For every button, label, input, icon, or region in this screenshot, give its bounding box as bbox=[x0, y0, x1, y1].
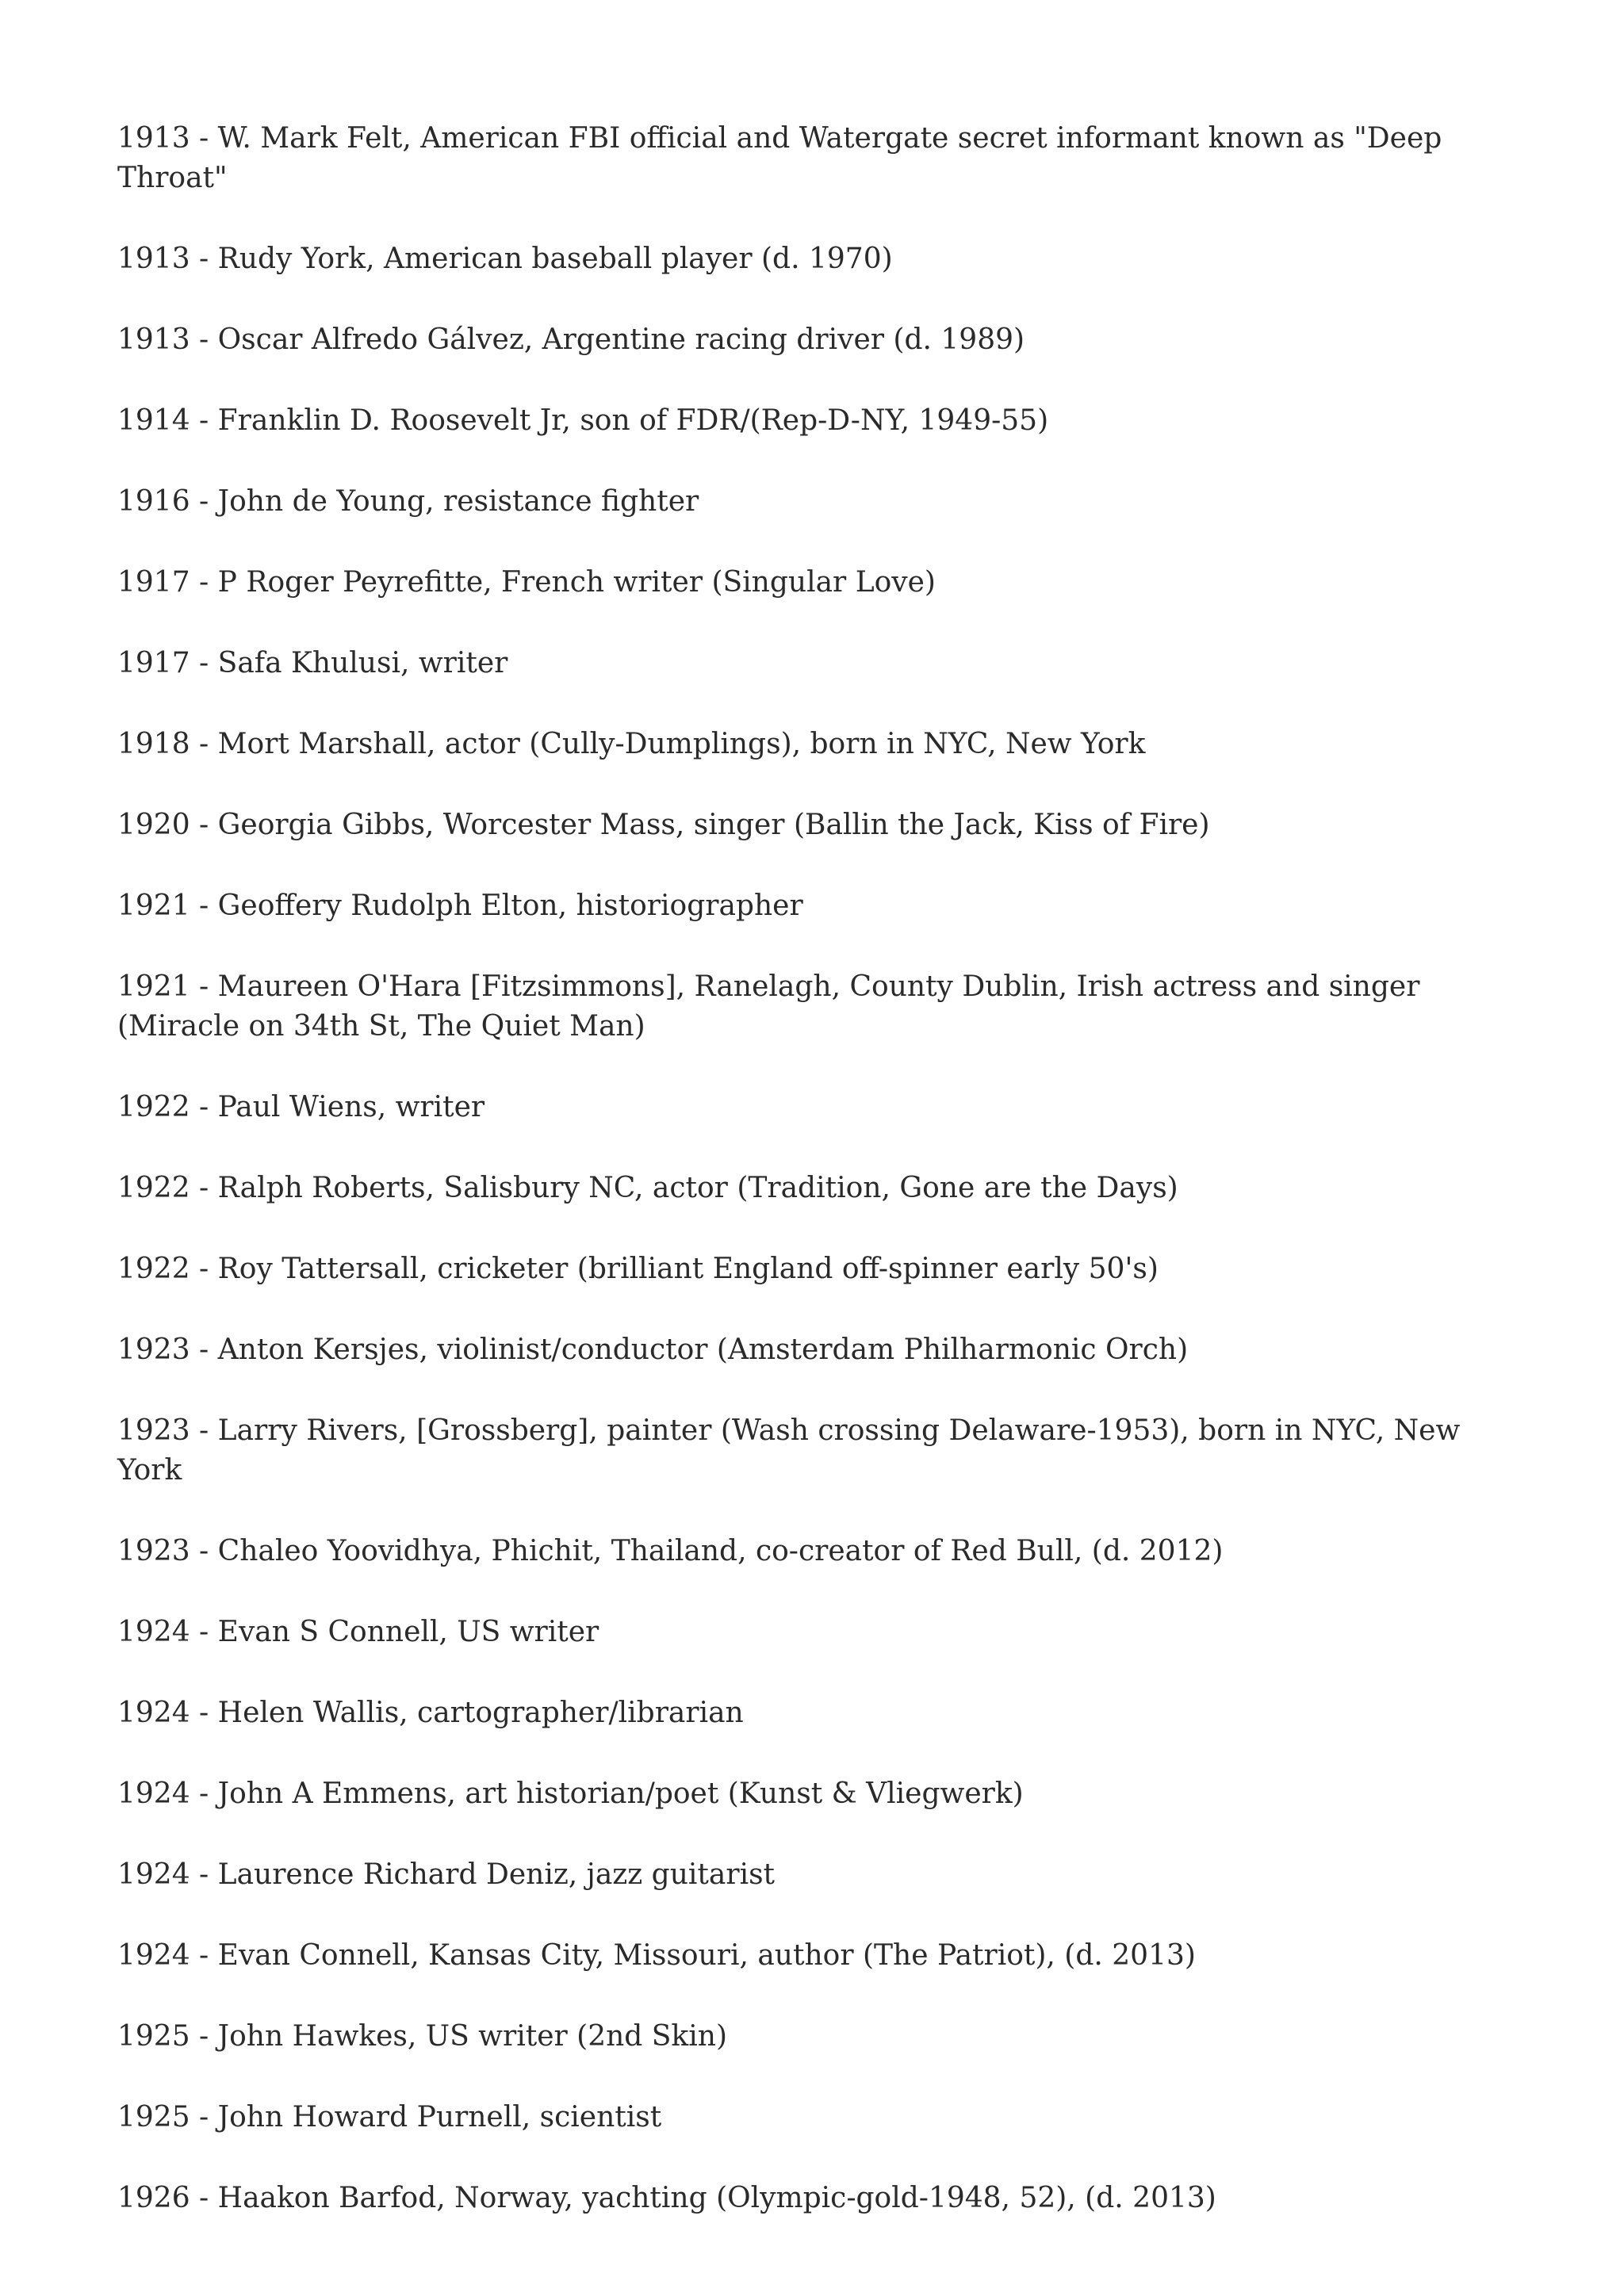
list-item: 1922 - Ralph Roberts, Salisbury NC, actor (Tradition, Gone are the Days) bbox=[117, 1172, 1178, 1204]
list-item: 1925 - John Hawkes, US writer (2nd Skin) bbox=[117, 2020, 727, 2053]
list-item: 1922 - Roy Tattersall, cricketer (brilliant England off-spinner early 50's) bbox=[117, 1253, 1159, 1285]
list-item: 1913 - W. Mark Felt, American FBI official and Watergate secret informant known as "Deep Throat" bbox=[117, 122, 1442, 194]
list-item: 1924 - Evan Connell, Kansas City, Missouri, author (The Patriot), (d. 2013) bbox=[117, 1939, 1196, 1972]
list-item: 1913 - Oscar Alfredo Gálvez, Argentine racing driver (d. 1989) bbox=[117, 323, 1025, 356]
list-item: 1924 - John A Emmens, art historian/poet (Kunst & Vliegwerk) bbox=[117, 1777, 1024, 1810]
list-item: 1922 - Paul Wiens, writer bbox=[117, 1091, 485, 1123]
list-item: 1921 - Geoffery Rudolph Elton, historiographer bbox=[117, 890, 803, 922]
list-item: 1920 - Georgia Gibbs, Worcester Mass, singer (Ballin the Jack, Kiss of Fire) bbox=[117, 809, 1210, 841]
list-item: 1924 - Helen Wallis, cartographer/librarian bbox=[117, 1697, 744, 1729]
births-list bbox=[117, 119, 1513, 2260]
list-item: 1916 - John de Young, resistance fighter bbox=[117, 485, 699, 518]
list-item: 1917 - Safa Khulusi, writer bbox=[117, 647, 508, 679]
list-item: 1921 - Maureen O'Hara [Fitzsimmons], Ranelagh, County Dublin, Irish actress and singer (Miracle on 34th St, The Quiet Man) bbox=[117, 970, 1420, 1043]
list-item: 1913 - Rudy York, American baseball player (d. 1970) bbox=[117, 243, 893, 275]
list-item: 1925 - John Howard Purnell, scientist bbox=[117, 2101, 662, 2133]
list-item: 1918 - Mort Marshall, actor (Cully-Dumplings), born in NYC, New York bbox=[117, 728, 1146, 760]
list-item: 1924 - Laurence Richard Deniz, jazz guitarist bbox=[117, 1858, 776, 1891]
list-item: 1924 - Evan S Connell, US writer bbox=[117, 1616, 599, 1648]
list-item: 1917 - P Roger Peyrefitte, French writer (Singular Love) bbox=[117, 566, 936, 599]
list-item: 1923 - Anton Kersjes, violinist/conductor (Amsterdam Philharmonic Orch) bbox=[117, 1334, 1189, 1366]
list-item: 1923 - Chaleo Yoovidhya, Phichit, Thailand, co-creator of Red Bull, (d. 2012) bbox=[117, 1535, 1224, 1567]
list-item: 1923 - Larry Rivers, [Grossberg], painter (Wash crossing Delaware-1953), born in NYC, New York bbox=[117, 1414, 1461, 1487]
list-item: 1914 - Franklin D. Roosevelt Jr, son of FDR/(Rep-D-NY, 1949-55) bbox=[117, 404, 1049, 437]
list-item: 1926 - Haakon Barfod, Norway, yachting (Olympic-gold-1948, 52), (d. 2013) bbox=[117, 2182, 1216, 2214]
